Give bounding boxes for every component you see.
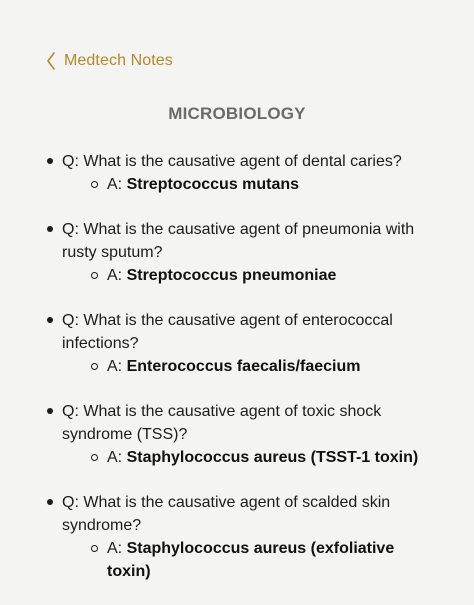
answer-row bbox=[62, 537, 436, 583]
question-text: Q: What is the causative agent of dental caries? bbox=[62, 153, 402, 170]
bullet-icon bbox=[47, 158, 53, 164]
hollow-bullet-icon bbox=[91, 363, 98, 370]
answer-text: Streptococcus pneumoniae bbox=[126, 267, 337, 284]
answer-prefix: A: bbox=[107, 540, 123, 557]
back-nav-link[interactable] bbox=[46, 52, 173, 70]
list-item bbox=[46, 309, 436, 378]
answer-row bbox=[62, 446, 436, 469]
list-item bbox=[46, 150, 436, 196]
question-text: Q: What is the causative agent of enterococcal infections? bbox=[62, 312, 393, 352]
bullet-icon bbox=[47, 317, 53, 323]
bullet-icon bbox=[47, 226, 53, 232]
answer-row bbox=[62, 173, 436, 196]
hollow-bullet-icon bbox=[91, 181, 98, 188]
hollow-bullet-icon bbox=[91, 454, 98, 461]
list-item bbox=[46, 218, 436, 287]
list-item bbox=[46, 491, 436, 583]
hollow-bullet-icon bbox=[91, 545, 98, 552]
answer-text: Enterococcus faecalis/faecium bbox=[126, 358, 361, 375]
question-text: Q: What is the causative agent of scalded skin syndrome? bbox=[62, 494, 391, 534]
answer-text: Streptococcus mutans bbox=[126, 176, 300, 193]
qa-list bbox=[46, 150, 436, 605]
answer-text: Staphylococcus aureus (TSST-1 toxin) bbox=[126, 449, 419, 466]
answer-row bbox=[62, 264, 436, 287]
answer-prefix: A: bbox=[107, 176, 123, 193]
bullet-icon bbox=[47, 499, 53, 505]
answer-prefix: A: bbox=[107, 358, 123, 375]
answer-row bbox=[62, 355, 436, 378]
answer-text: Staphylococcus aureus (exfoliative toxin) bbox=[107, 540, 395, 580]
question-text: Q: What is the causative agent of pneumonia with rusty sputum? bbox=[62, 221, 415, 261]
answer-prefix: A: bbox=[107, 449, 123, 466]
hollow-bullet-icon bbox=[91, 272, 98, 279]
bullet-icon bbox=[47, 408, 53, 414]
list-item bbox=[46, 400, 436, 469]
page-title: MICROBIOLOGY bbox=[168, 104, 306, 123]
back-nav-label: Medtech Notes bbox=[64, 52, 173, 69]
chevron-left-icon bbox=[46, 52, 56, 70]
answer-prefix: A: bbox=[107, 267, 123, 284]
question-text: Q: What is the causative agent of toxic shock syndrome (TSS)? bbox=[62, 403, 382, 443]
